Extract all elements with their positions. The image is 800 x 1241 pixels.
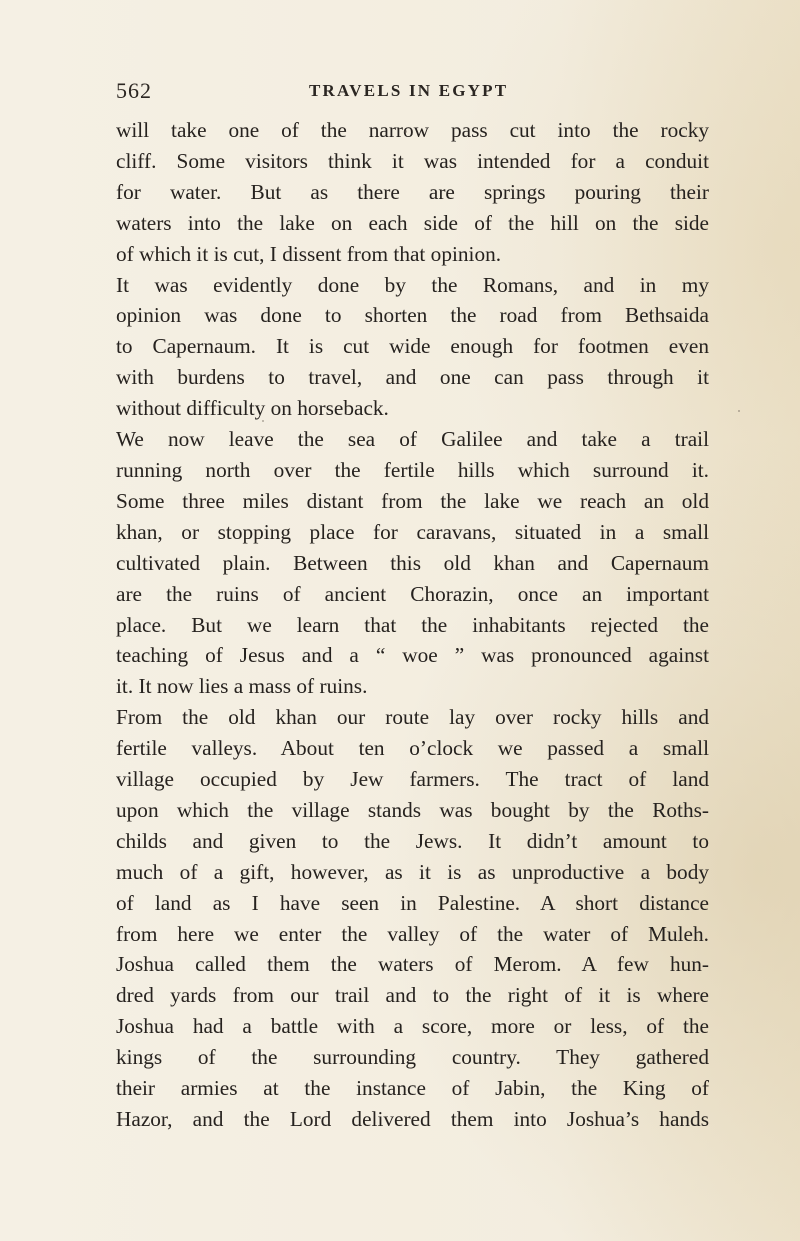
page-number: 562 — [116, 78, 152, 103]
text-line: with burdens to travel, and one can pass through it — [116, 365, 709, 390]
text-line: without difficulty on horseback. — [116, 396, 389, 421]
text-line: Joshua had a battle with a score, more or less, of the — [116, 1014, 709, 1039]
text-line: opinion was done to shorten the road from Bethsaida — [116, 303, 709, 328]
text-line: to Capernaum. It is cut wide enough for footmen even — [116, 334, 709, 359]
text-line: for water. But as there are springs pouring their — [116, 179, 709, 204]
text-line: From the old khan our route lay over rocky hills and — [116, 705, 709, 730]
page-header — [0, 78, 800, 110]
text-line: It was evidently done by the Romans, and in my — [116, 272, 709, 297]
text-line: running north over the fertile hills which surround it. — [116, 457, 709, 482]
text-line: of which it is cut, I dissent from that opinion. — [116, 241, 502, 266]
text-line: Joshua called them the waters of Merom. A few hun- — [116, 952, 709, 977]
text-line: much of a gift, however, as it is as unproductive a body — [116, 859, 709, 884]
text-line: childs and given to the Jews. It didn’t amount to — [116, 828, 709, 853]
text-line: fertile valleys. About ten o’clock we passed a small — [116, 736, 709, 761]
text-line: We now leave the sea of Galilee and take a trail — [116, 427, 709, 452]
text-line: Some three miles distant from the lake we reach an old — [116, 488, 709, 513]
text-line: cliff. Some visitors think it was intended for a conduit — [116, 148, 709, 173]
text-line: of land as I have seen in Palestine. A short distance — [116, 890, 709, 915]
text-line: Hazor, and the Lord delivered them into Joshua’s hands — [116, 1107, 709, 1131]
body-text — [116, 115, 709, 1135]
paper-speck — [262, 420, 264, 422]
text-line: will take one of the narrow pass cut into the rocky — [116, 118, 709, 142]
text-line: upon which the village stands was bought by the Roths- — [116, 797, 709, 822]
text-line: teaching of Jesus and a “ woe ” was pronounced against — [116, 643, 709, 668]
text-line: kings of the surrounding country. They gathered — [116, 1045, 709, 1070]
text-line: from here we enter the valley of the water of Muleh. — [116, 921, 709, 946]
paper-speck — [738, 410, 740, 412]
text-line: cultivated plain. Between this old khan and Capernaum — [116, 550, 709, 575]
text-line: dred yards from our trail and to the right of it is where — [116, 983, 709, 1008]
text-line: it. It now lies a mass of ruins. — [116, 674, 368, 699]
paper-speck — [404, 130, 407, 133]
text-line: are the ruins of ancient Chorazin, once an important — [116, 581, 709, 606]
text-line: place. But we learn that the inhabitants rejected the — [116, 612, 709, 637]
text-line: their armies at the instance of Jabin, the King of — [116, 1076, 709, 1101]
text-line: waters into the lake on each side of the hill on the side — [116, 210, 709, 235]
text-line: village occupied by Jew farmers. The tract of land — [116, 767, 709, 792]
running-head: TRAVELS IN EGYPT — [309, 81, 509, 100]
text-line: khan, or stopping place for caravans, situated in a small — [116, 519, 709, 544]
